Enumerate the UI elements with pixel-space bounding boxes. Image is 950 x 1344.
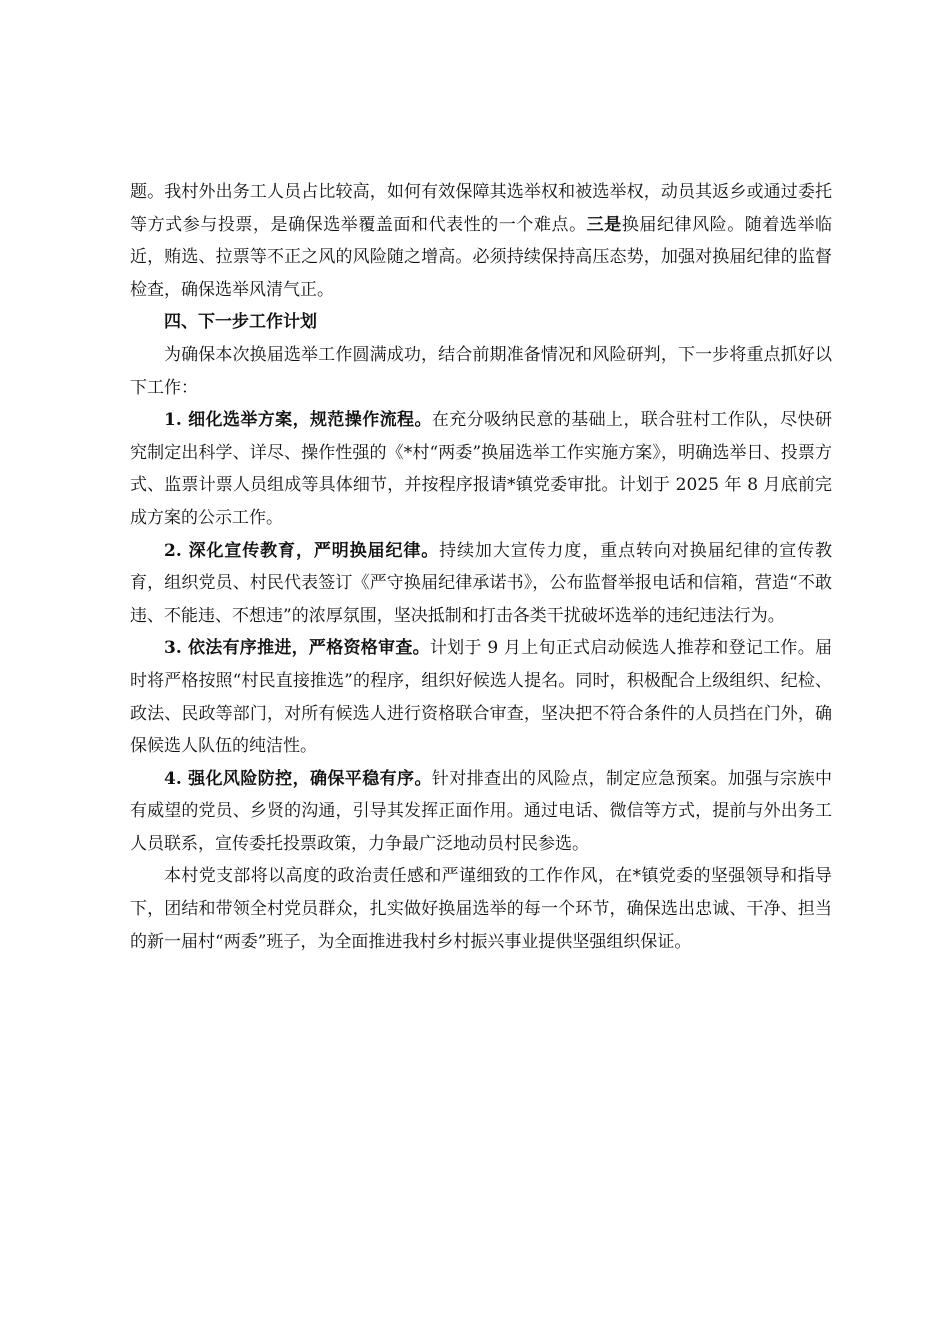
plan-item-1 [130, 404, 832, 534]
section-heading: 四、下一步工作计划 [164, 312, 317, 333]
risk-paragraph [130, 176, 832, 306]
document-page [130, 176, 832, 958]
risk-text-a: 题。我村外出务工人员占比较高，如何有效保障其选举权和被选举权，动员其返乡或通过委托等方式参与投票，是确保选举覆盖面和代表性的一个难点。 [130, 182, 832, 235]
risk-label-third: 三是 [586, 214, 622, 235]
plan-item-title: 3. 依法有序推进，严格资格审查。 [164, 638, 430, 659]
plan-item-title: 2. 深化宣传教育，严明换届纪律。 [164, 540, 440, 561]
risk-text-b: 换届纪律风险。随着选举临近，贿选、拉票等不正之风的风险随之增高。必须持续保持高压态势，加强对换届纪律的监督检查，确保选举风清气正。 [130, 214, 833, 300]
plan-item-title: 1. 细化选举方案，规范操作流程。 [164, 410, 432, 431]
plan-item-4 [130, 763, 832, 861]
plan-item-body: 持续加大宣传力度，重点转向对换届纪律的宣传教育，组织党员、村民代表签订《严守换届纪律承诺书》，公布监督举报电话和信箱，营造“不敢违、不能违、不想违”的浓厚氛围，坚决抵制和打击各类干扰破坏选举的违纪违法行为。 [130, 540, 832, 626]
plan-item-body: 计划于 9 月上旬正式启动候选人推荐和登记工作。届时将严格按照“村民直接推选”的程序，组织好候选人提名。同时，积极配合上级组织、纪检、政法、民政等部门，对所有候选人进行资格联合审查，坚决把不符合条件的人员挡在门外，确保候选人队伍的纯洁性。 [130, 638, 832, 757]
plan-item-2 [130, 535, 832, 633]
plan-item-body: 在充分吸纳民意的基础上，联合驻村工作队，尽快研究制定出科学、详尽、操作性强的《*村“两委”换届选举工作实施方案》，明确选举日、投票方式、监票计票人员组成等具体细节，并按程序报请*镇党委审批。计划于 2025 年 8 月底前完成方案的公示工作。 [130, 410, 833, 528]
plan-item-3 [130, 632, 832, 762]
plan-item-title: 4. 强化风险防控，确保平稳有序。 [164, 768, 432, 789]
plan-item-body: 针对排查出的风险点，制定应急预案。加强与宗族中有威望的党员、乡贤的沟通，引导其发挥正面作用。通过电话、微信等方式，提前与外出务工人员联系，宣传委托投票政策，力争最广泛地动员村民参选。 [130, 768, 833, 854]
closing-paragraph: 本村党支部将以高度的政治责任感和严谨细致的工作作风，在*镇党委的坚强领导和指导下，团结和带领全村党员群众，扎实做好换届选举的每一个环节，确保选出忠诚、干净、担当的新一届村“两委”班子，为全面推进我村乡村振兴事业提供坚强组织保证。 [130, 866, 832, 952]
intro-paragraph: 为确保本次换届选举工作圆满成功，结合前期准备情况和风险研判，下一步将重点抓好以下工作： [130, 344, 832, 398]
